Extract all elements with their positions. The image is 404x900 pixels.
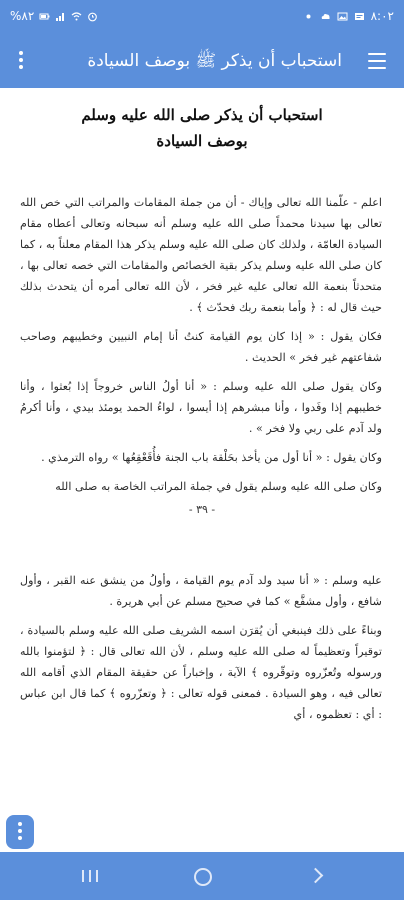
paragraph: وكان يقول صلى الله عليه وسلم : « أنا أولُ الناس خروجاً إذا بُعثوا ، وأنا خطيبهم إذا وفَدوا ، وأنا مبشرهم إذا أيسوا ، لواءُ الحمد يومئذ بيدي ، وأنا أكرمُ ولد آدم على ربي ولا فخر » . [20,380,382,435]
battery-icon [39,11,50,22]
wifi-icon [71,11,82,22]
app-bar [0,34,404,88]
paragraph: فكان يقول : « إذا كان يوم القيامة كنتُ أنا إمام النبيين وخطيبهم وصاحب شفاعتهم غير فخر » الحديث . [20,330,382,364]
cloud-icon [320,11,331,22]
page-title-line-2: بوصف السيادة [156,132,248,150]
paragraph: عليه وسلم : « أنا سيد ولد آدم يوم القيامة ، وأولُ من ينشق عنه القبر ، وأول شافع ، وأول مشفَّع » كما في صحيح مسلم عن أبي هريرة . [20,574,382,608]
hamburger-icon[interactable] [368,53,386,69]
app-bar-title: استحباب أن يذكر ﷺ بوصف السيادة [87,51,342,71]
status-left [10,9,98,23]
paragraph: وكان يقول : « أنا أول من يأخذ بحَلْقة باب الجنة فأُقَعْقِعُها » رواه الترمذي . [41,451,382,464]
battery-text: %٨٢ [10,9,35,23]
back-icon[interactable] [308,868,324,884]
status-right [303,9,394,23]
page-title-line-1: استحباب أن يذكر صلى الله عليه وسلم [81,106,323,124]
book-page[interactable] [0,88,404,856]
clock-text: ٨:٠٢ [370,9,394,23]
kebab-icon[interactable] [18,51,24,71]
status-bar [0,0,404,34]
message-icon [354,11,365,22]
page-title [50,102,354,154]
dot-icon [303,11,314,22]
paragraph: وكان صلى الله عليه وسلم يقول في جملة المراتب الخاصة به صلى الله [55,480,382,493]
recents-icon[interactable] [82,870,98,882]
options-fab[interactable] [6,815,34,849]
paragraph: اعلم - علّمنا الله تعالى وإياك - أن من جملة المقامات والمراتب التي خص الله تعالى بها سيدنا محمداً صلى الله عليه وسلم أنه سبحانه وتعالى أعطاه مقام السيادة العامّة ، ولذلك كان صلى الله عليه وسلم يذكر هذا المقام معلناً به ، كما كان صلى الله عليه وسلم يذكر بقية الخصائص والمقامات التي خصه تعالى بها ، متحدثاً بنعمة الله تعالى عليه غير فخر ، لأن الله تعالى أمره أن يتحدث بذلك حيث قال له : ﴿ وأما بنعمة ربك فحدّث ﴾ . [20,196,382,314]
page-break [0,516,404,570]
alarm-icon [87,11,98,22]
page-number: - ٣٩ - [188,503,216,516]
navigation-bar [0,852,404,900]
signal-icon [55,11,66,22]
home-icon[interactable] [194,868,212,886]
paragraph: وبناءً على ذلك فينبغي أن يُقرَن اسمه الشريف صلى الله عليه وسلم بالسيادة ، توقيراً وتعظيماً له صلى الله عليه وسلم ، لأن الله تعالى قال : ﴿ لتؤمنوا بالله ورسوله وتُعزّروه وتوقّروه ﴾ الآية ، وإخباراً عن حقيقة المقام الذي أقامه الله تعالى فيه ، وهو السيادة . فمعنى قوله تعالى : ﴿ وتعزّروه ﴾ كما قال ابن عباس : أي : تعظموه ، أي [20,624,382,721]
gallery-icon [337,11,348,22]
